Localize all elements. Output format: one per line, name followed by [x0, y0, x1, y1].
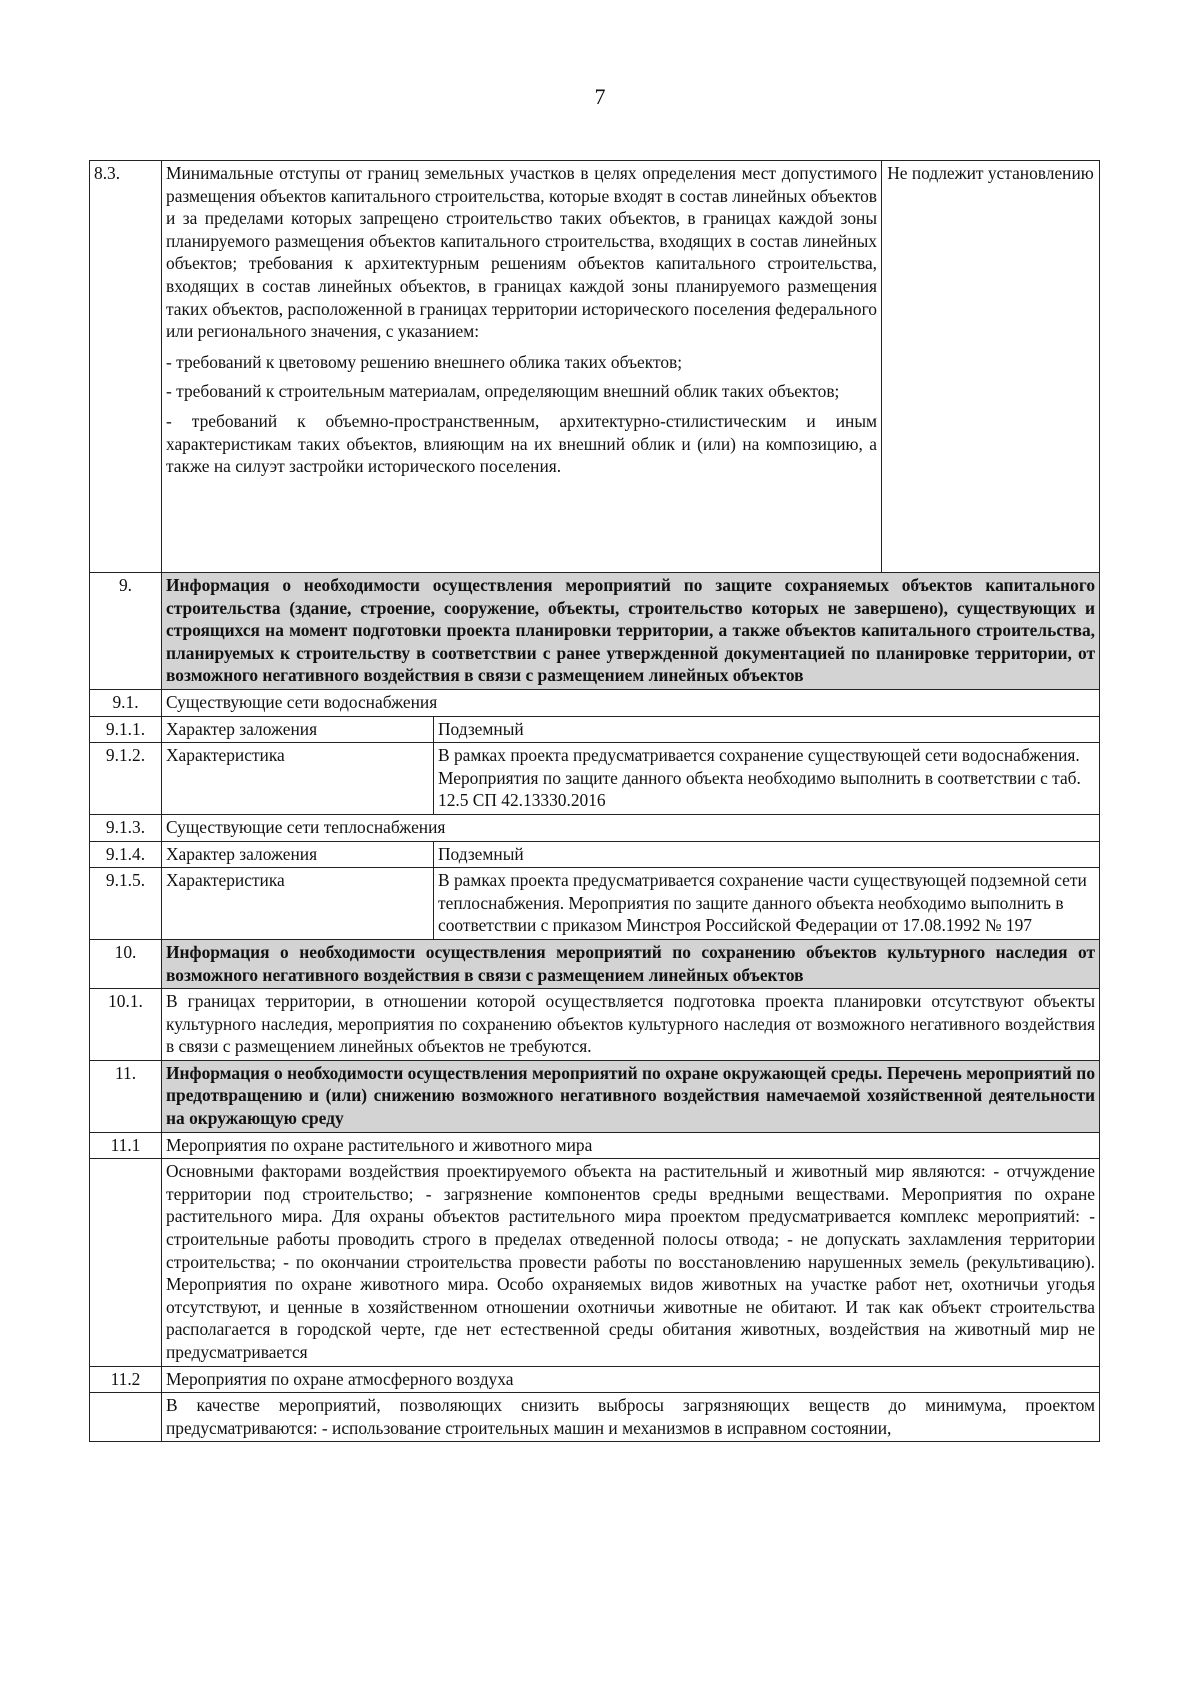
table-row — [90, 716, 1100, 743]
row-label: Характер заложения — [162, 841, 434, 868]
subsection-title: Существующие сети теплоснабжения — [162, 814, 1100, 841]
table-row — [90, 1393, 1100, 1442]
requirements-intro: Минимальные отступы от границ земельных участков в целях определения мест допустимого размещения объектов капитального строительства, которые входят в состав линейных объектов и за пределами которых запрещено строительство таких объектов, в границах каждой зоны планируемого размещения объектов капитального строительства, входящих в состав линейных объектов; требования к архитектурным решениям объектов капитального строительства, входящих в состав линейных объектов, в границах каждой зоны планируемого размещения таких объектов, расположенной в границах территории исторического поселения федерального или регионального значения, с указанием: — [166, 163, 878, 342]
row-number: 9.1.2. — [90, 743, 162, 815]
subsection-title: Мероприятия по охране растительного и животного мира — [162, 1132, 1100, 1159]
row-number: 9. — [90, 573, 162, 690]
row-number: 11.1 — [90, 1132, 162, 1159]
requirements-text — [162, 161, 882, 573]
row-number-empty — [90, 1393, 162, 1442]
requirements-item: - требований к строительным материалам, определяющим внешний облик таких объектов; — [166, 381, 840, 402]
section-heading: Информация о необходимости осуществления мероприятий по защите сохраняемых объектов капитального строительства (здание, строение, сооружение, объекты, строительство которых не завершено), существующих и строящихся на момент подготовки проекта планировки территории, а также объектов капитального строительства, планируемых к строительству в соответствии с ранее утвержденной документацией по планировке территории, от возможного негативного воздействия в связи с размещением линейных объектов — [162, 573, 1100, 690]
table-row — [90, 689, 1100, 716]
section-heading: Информация о необходимости осуществления мероприятий по охране окружающей среды. Перечень мероприятий по предотвращению и (или) снижению возможного негативного воздействия намечаемой хозяйственной деятельности на окружающую среду — [162, 1060, 1100, 1132]
subsection-title: Мероприятия по охране атмосферного воздуха — [162, 1366, 1100, 1393]
page-number: 7 — [594, 84, 606, 109]
row-text: В границах территории, в отношении которой осуществляется подготовка проекта планировки отсутствуют объекты культурного наследия, мероприятия по сохранению объектов культурного наследия от возможного негативного воздействия в связи с размещением линейных объектов не требуются. — [162, 989, 1100, 1061]
row-number: 10. — [90, 939, 162, 988]
table-row — [90, 161, 1100, 573]
document-table — [89, 160, 1100, 1442]
table-row — [90, 1159, 1100, 1366]
row-number: 11. — [90, 1060, 162, 1132]
requirements-value: Не подлежит установлению — [882, 161, 1100, 573]
row-label: Характер заложения — [162, 716, 434, 743]
row-value: В рамках проекта предусматривается сохранение части существующей подземной сети теплоснабжения. Мероприятия по защите данного объекта необходимо выполнить в соответствии с приказом Минстроя Российской Федерации от 17.08.1992 № 197 — [434, 868, 1100, 940]
subsection-title: Существующие сети водоснабжения — [162, 689, 1100, 716]
row-number: 9.1.1. — [90, 716, 162, 743]
section-heading: Информация о необходимости осуществления мероприятий по сохранению объектов культурного наследия от возможного негативного воздействия в связи с размещением линейных объектов — [162, 939, 1100, 988]
table-row — [90, 1060, 1100, 1132]
table-row — [90, 1366, 1100, 1393]
requirements-item: - требований к объемно-пространственным, архитектурно-стилистическим и иным характеристикам таких объектов, влияющим на их внешний облик и (или) на композицию, а также на силуэт застройки исторического поселения. — [166, 410, 878, 477]
row-value: Подземный — [434, 716, 1100, 743]
row-number: 9.1.5. — [90, 868, 162, 940]
requirements-item: - требований к цветовому решению внешнего облика таких объектов; — [166, 351, 683, 372]
table-row — [90, 814, 1100, 841]
row-number: 8.3. — [90, 161, 162, 573]
row-value: В рамках проекта предусматривается сохранение существующей сети водоснабжения. Мероприятия по защите данного объекта необходимо выполнить в соответствии с таб. 12.5 СП 42.13330.2016 — [434, 743, 1100, 815]
row-number: 9.1. — [90, 689, 162, 716]
row-number: 10.1. — [90, 989, 162, 1061]
table-row — [90, 841, 1100, 868]
table-row — [90, 573, 1100, 690]
table-row — [90, 939, 1100, 988]
row-label: Характеристика — [162, 868, 434, 940]
table-row — [90, 1132, 1100, 1159]
row-number: 9.1.3. — [90, 814, 162, 841]
row-value: Подземный — [434, 841, 1100, 868]
row-number: 9.1.4. — [90, 841, 162, 868]
row-text: В качестве мероприятий, позволяющих снизить выбросы загрязняющих веществ до минимума, проектом предусматриваются: - использование строительных машин и механизмов в исправном состоянии, — [162, 1393, 1100, 1442]
row-number: 11.2 — [90, 1366, 162, 1393]
table-row — [90, 743, 1100, 815]
table-row — [90, 868, 1100, 940]
table-row — [90, 989, 1100, 1061]
row-number-empty — [90, 1159, 162, 1366]
row-text: Основными факторами воздействия проектируемого объекта на растительный и животный мир являются: - отчуждение территории под строительство; - загрязнение компонентов среды вредными веществами. Мероприятия по охране растительного мира. Для охраны объектов растительного мира проектом предусматривается комплекс мероприятий: - строительные работы проводить строго в пределах отведенной полосы отвода; - не допускать захламления территории строительства; - по окончании строительства провести работы по восстановлению нарушенных земель (рекультивацию). Мероприятия по охране животного мира. Особо охраняемых видов животных на участке работ нет, охотничьи угодья отсутствуют, и ценные в хозяйственном отношении охотничьи животные не обитают. И так как объект строительства располагается в городской черте, где нет естественной среды обитания животных, воздействия на животный мир не предусматривается — [162, 1159, 1100, 1366]
row-label: Характеристика — [162, 743, 434, 815]
